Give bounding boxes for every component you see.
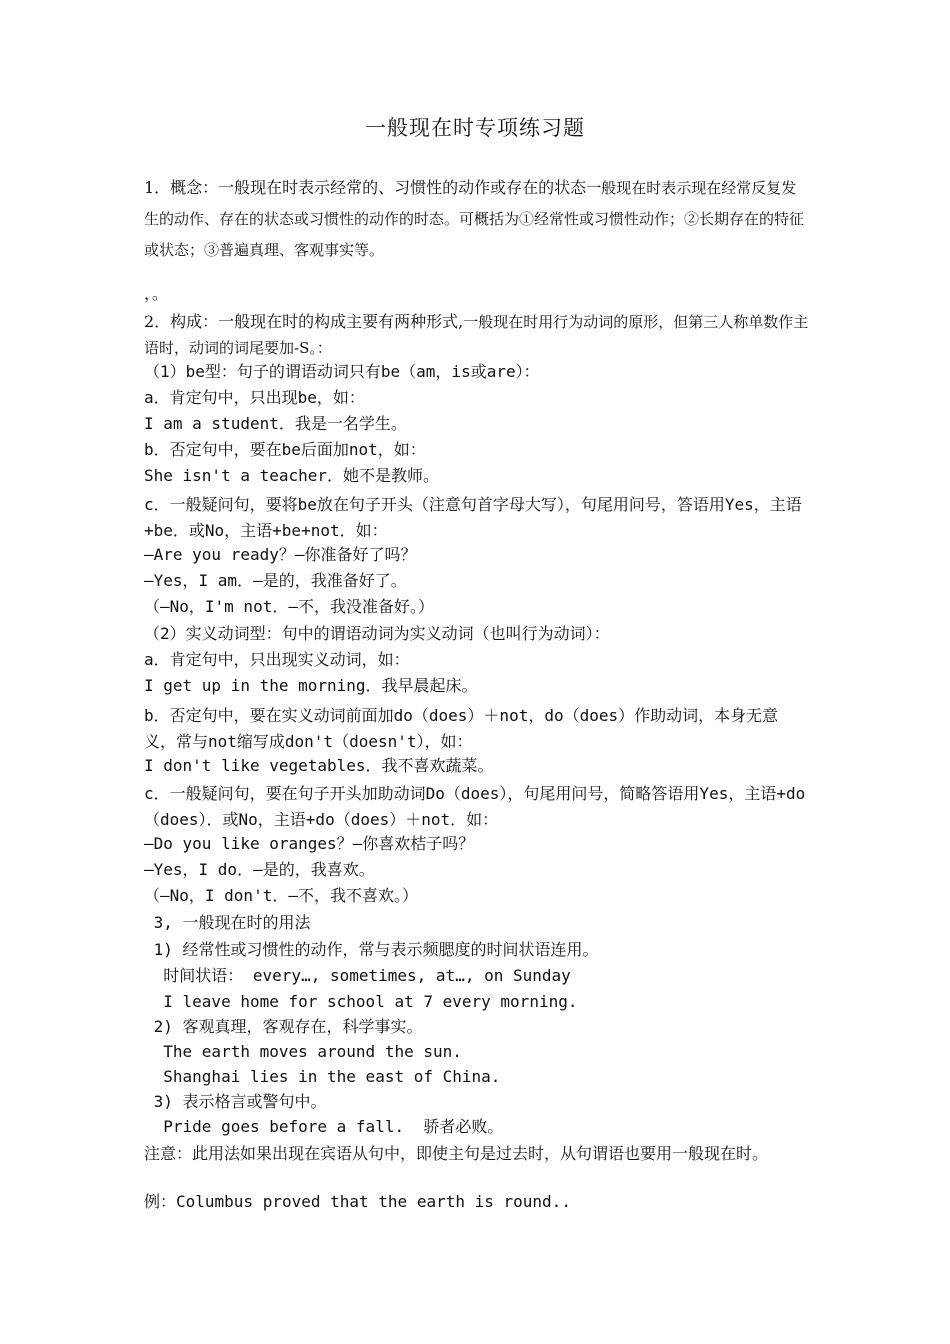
be-question-example-2: —Yes，I am．—是的，我准备好了。 bbox=[144, 571, 407, 590]
section-1-lead: 1．概念：一般现在时表示经常的、习惯性的动作或存在的状态 bbox=[144, 178, 587, 197]
usage-1-adverbials: 时间状语： every…, sometimes, at…, on Sunday bbox=[144, 966, 571, 985]
section-1-concept bbox=[144, 172, 809, 266]
usage-3-example: Pride goes before a fall. 骄者必败。 bbox=[144, 1117, 504, 1136]
verb-question-rule: c．一般疑问句，要在句子开头加助动词Do（does），句尾用问号，简略答语用Yes，主语+do（does）．或No，主语+do（does）＋not．如： bbox=[144, 784, 806, 829]
usage-1: 1) 经常性或习惯性的动作，常与表示频腮度的时间状语连用。 bbox=[144, 940, 599, 959]
verb-question-example-1: —Do you like oranges？—你喜欢桔子吗？ bbox=[144, 834, 475, 853]
verb-type-heading: （2）实义动词型：句中的谓语动词为实义动词（也叫行为动词）： bbox=[144, 624, 610, 643]
verb-negative-rule: b．否定句中，要在实义动词前面加do（does）＋not，do（does）作助动词，本身无意义，常与not缩写成don't（doesn't），如： bbox=[144, 706, 779, 751]
section-2-structure bbox=[144, 309, 809, 361]
be-type-heading: （1）be型：句子的谓语动词只有be（am，is或are）： bbox=[144, 362, 540, 381]
usage-example: 例：Columbus proved that the earth is round.. bbox=[144, 1192, 571, 1211]
section-2-body: 一般现在时用行为动词的原形，但第三人称单数作主语时，动词的词尾要加-S。： bbox=[144, 313, 809, 357]
section-3-heading: 3, 一般现在时的用法 bbox=[144, 913, 311, 932]
verb-affirmative-example: I get up in the morning．我早晨起床。 bbox=[144, 676, 478, 695]
usage-2: 2) 客观真理，客观存在，科学事实。 bbox=[144, 1017, 423, 1036]
be-affirmative-rule: a．肯定句中，只出现be，如： bbox=[144, 388, 365, 407]
verb-question-example-3: （—No，I don't．—不，我不喜欢。） bbox=[144, 886, 418, 905]
section-2-lead: 2．构成：一般现在时的构成主要有两种形式, bbox=[144, 312, 464, 331]
usage-2-example-1: The earth moves around the sun. bbox=[144, 1042, 462, 1061]
be-negative-rule: b．否定句中，要在be后面加not，如： bbox=[144, 440, 426, 459]
stray-punctuation: ，。 bbox=[144, 284, 169, 303]
usage-1-example: I leave home for school at 7 every morning. bbox=[144, 992, 578, 1011]
section-1-body: 一般现在时表示现在经常反复发生的动作、存在的状态或习惯性的动作的时态。可概括为①经常性或习惯性动作；②长期存在的特征或状态；③普遍真理、客观事实等。 bbox=[144, 179, 805, 259]
be-affirmative-example: I am a student．我是一名学生。 bbox=[144, 414, 407, 433]
verb-negative-example: I don't like vegetables．我不喜欢蔬菜。 bbox=[144, 756, 494, 775]
be-question-example-1: —Are you ready？—你准备好了吗？ bbox=[144, 545, 417, 564]
page-title: 一般现在时专项练习题 bbox=[365, 116, 585, 140]
usage-3: 3) 表示格言或警句中。 bbox=[144, 1092, 327, 1111]
be-question-example-3: （—No，I'm not．—不，我没准备好。） bbox=[144, 597, 434, 616]
be-negative-example: She isn't a teacher．她不是教师。 bbox=[144, 466, 440, 485]
usage-note: 注意：此用法如果出现在宾语从句中，即使主句是过去时，从句谓语也要用一般现在时。 bbox=[144, 1144, 769, 1163]
verb-affirmative-rule: a．肯定句中，只出现实义动词，如： bbox=[144, 650, 410, 669]
be-question-rule: c．一般疑问句，要将be放在句子开头（注意句首字母大写），句尾用问号，答语用Yes，主语+be．或No，主语+be+not．如： bbox=[144, 495, 802, 540]
verb-question-example-2: —Yes，I do．—是的，我喜欢。 bbox=[144, 860, 375, 879]
usage-2-example-2: Shanghai lies in the east of China. bbox=[144, 1067, 501, 1086]
